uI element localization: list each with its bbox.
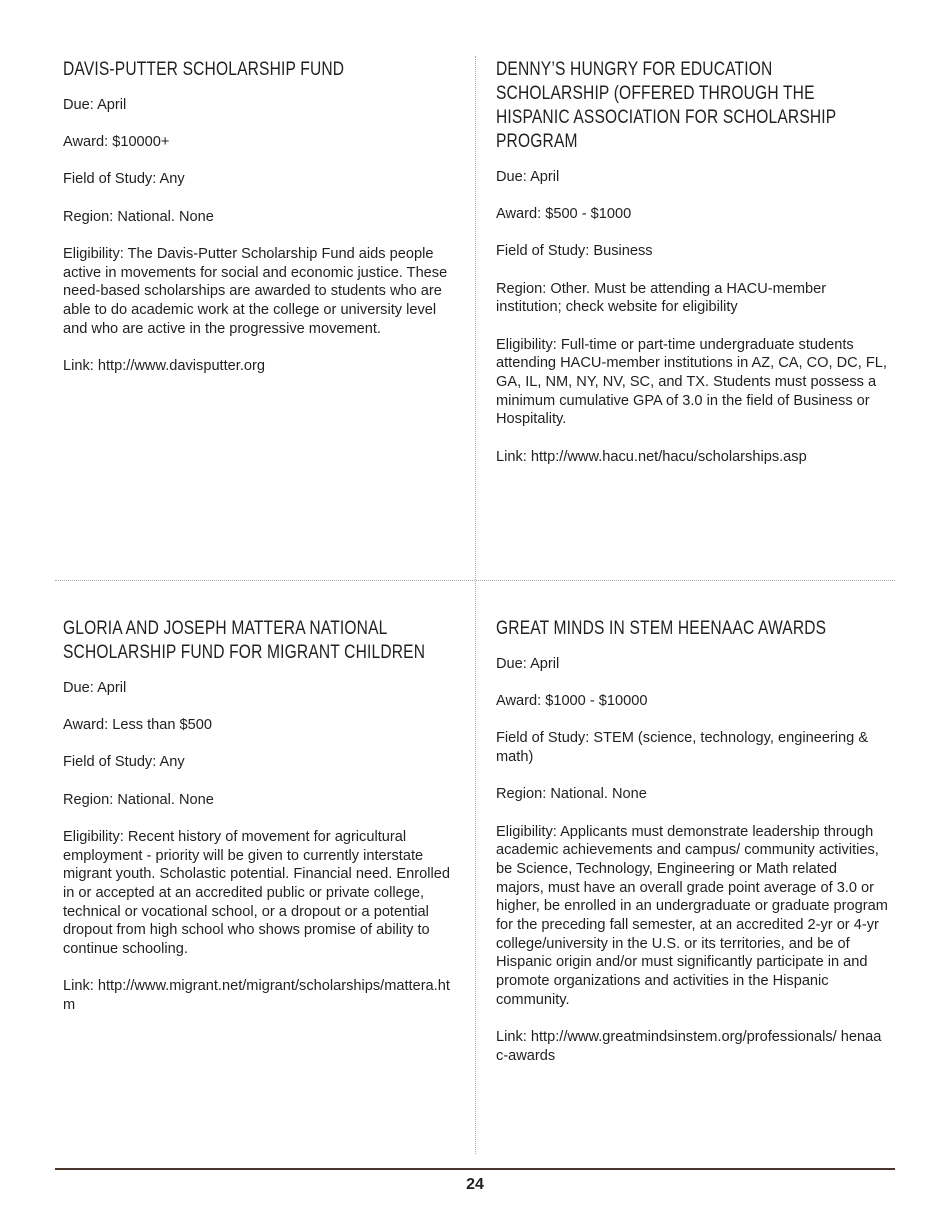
scholarship-title: DAVIS-PUTTER SCHOLARSHIP FUND <box>63 59 345 80</box>
scholarship-due: Due: April <box>63 680 127 696</box>
scholarship-card-great-minds-stem <box>496 617 888 1084</box>
scholarship-field: Field of Study: Any <box>63 754 185 771</box>
scholarship-award: Award: $500 - $1000 <box>496 206 632 223</box>
scholarship-region: Region: National. None <box>496 786 647 803</box>
scholarship-field: Field of Study: Business <box>496 243 653 260</box>
scholarship-eligibility: Eligibility: Full-time or part-time undergraduate students attending HACU-member institutions in AZ, CA, CO, DC, FL, GA, IL, NM, NY, NV, SC, and TX. Students must possess a minimum cumulative GPA of 3.0 in the field of Business or Hospitality. <box>496 336 887 428</box>
scholarship-award: Award: Less than $500 <box>63 717 213 734</box>
vertical-column-divider <box>475 56 476 1154</box>
scholarship-eligibility: Eligibility: Applicants must demonstrate leadership through academic achievements and campus/ community activities, be Science, Technology, Engineering or Math related majors, must have an overall grade point average of 3.0 or higher, be enrolled in an undergraduate or graduate program for the preceding fall semester, at an accredited 2-yr or 4-yr college/university in the U.S. or its territories, and be of Hispanic origin and/or must significantly participate in and promote organizations and activities in the Hispanic community. <box>496 823 888 1008</box>
scholarship-region: Region: National. None <box>63 791 214 808</box>
scholarship-title: DENNY’S HUNGRY FOR EDUCATION SCHOLARSHIP (OFFERED THROUGH THE HISPANIC ASSOCIATION FOR SCHOLARSHIP PROGRAM <box>496 59 837 152</box>
scholarship-due: Due: April <box>63 97 127 113</box>
scholarship-card-dennys <box>496 58 888 485</box>
scholarship-link[interactable]: Link: http://www.davisputter.org <box>63 357 265 374</box>
scholarship-card-mattera <box>63 617 458 1033</box>
scholarship-card-davis-putter <box>63 58 458 394</box>
scholarship-region: Region: Other. Must be attending a HACU-member institution; check website for eligibility <box>496 280 827 316</box>
scholarship-link[interactable]: Link: http://www.hacu.net/hacu/scholarships.asp <box>496 448 807 465</box>
footer-rule <box>55 1168 895 1170</box>
scholarship-title: GREAT MINDS IN STEM HEENAAC AWARDS <box>496 618 827 639</box>
scholarship-due: Due: April <box>496 656 560 672</box>
scholarship-award: Award: $10000+ <box>63 134 170 151</box>
scholarship-field: Field of Study: STEM (science, technology, engineering & math) <box>496 730 869 766</box>
horizontal-row-divider <box>55 580 895 581</box>
scholarship-award: Award: $1000 - $10000 <box>496 693 648 710</box>
page-number: 24 <box>466 1176 484 1193</box>
scholarship-field: Field of Study: Any <box>63 171 185 188</box>
scholarship-region: Region: National. None <box>63 208 214 225</box>
scholarship-title: GLORIA AND JOSEPH MATTERA NATIONAL SCHOLARSHIP FUND FOR MIGRANT CHILDREN <box>63 618 426 663</box>
scholarship-eligibility: Eligibility: The Davis-Putter Scholarship Fund aids people active in movements for social and economic justice. These need-based scholarships are awarded to students who are able to do academic work at the college or university level and who are active in the progressive movement. <box>63 245 448 337</box>
scholarship-link[interactable]: Link: http://www.migrant.net/migrant/scholarships/mattera.htm <box>63 978 450 1013</box>
scholarship-eligibility: Eligibility: Recent history of movement for agricultural employment - priority will be given to currently interstate migrant youth. Scholastic potential. Financial need. Enrolled in or accepted at an accredited public or private college, technical or vocational school, or a dropout or a potential dropout from high school who shows promise of ability to continue schooling. <box>63 828 450 958</box>
scholarship-due: Due: April <box>496 169 560 185</box>
scholarship-link[interactable]: Link: http://www.greatmindsinstem.org/professionals/ henaac-awards <box>496 1029 882 1064</box>
